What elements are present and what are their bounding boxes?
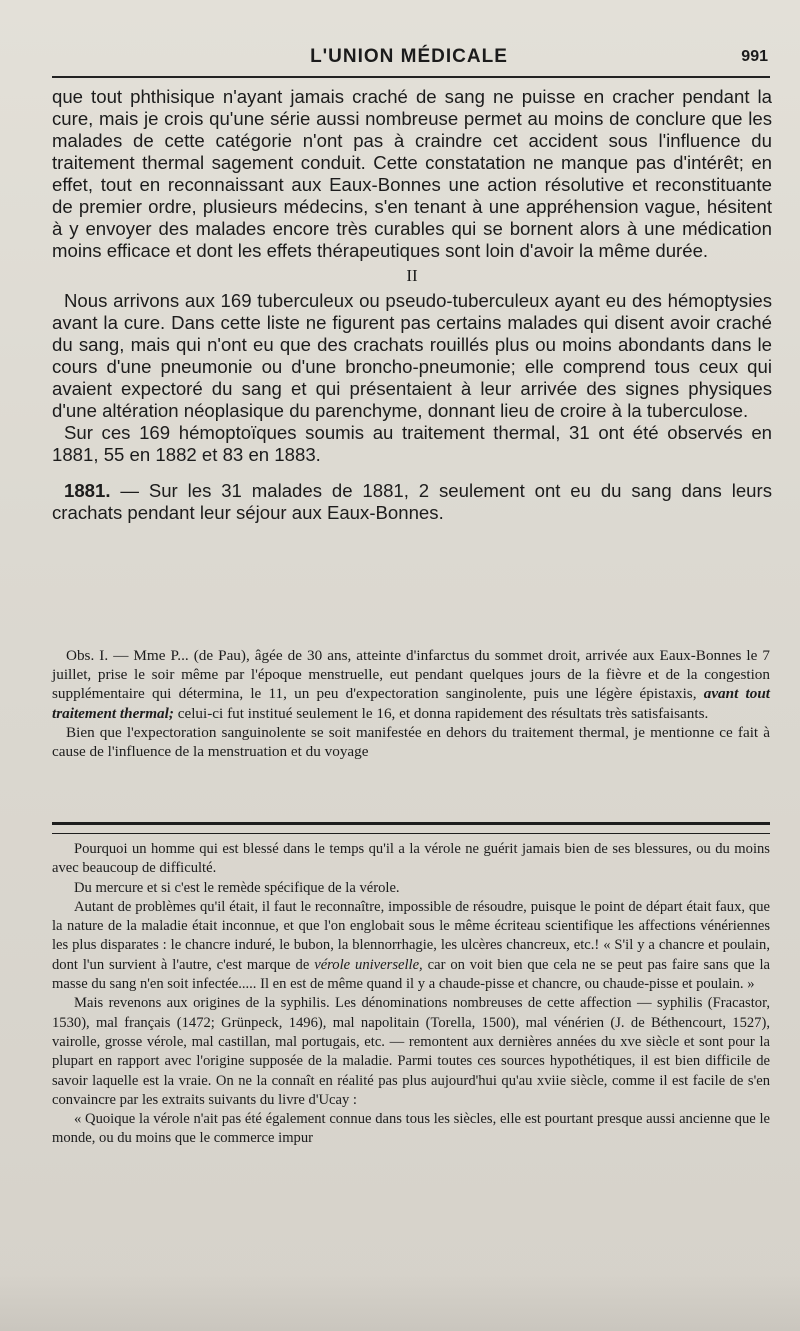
page-number: 991: [741, 48, 768, 65]
observation-1-start: Obs. I. — Mme P... (de Pau), âgée de 30 ans, atteinte d'infarctus du sommet droit, arrivée aux Eaux-Bonnes le 7 juillet, prise le soir même par l'époque menstruelle, eut pendant quelques jours de la fièvre et de la congestion supplémentaire qui détermina, le 11, un peu d'expectoration sanginolente, puis une légère épistaxis,: [52, 647, 770, 703]
paragraph-4-text: — Sur les 31 malades de 1881, 2 seulement ont eu du sang dans leurs crachats pendant leur séjour aux Eaux-Bonnes.: [52, 480, 772, 523]
observation-block: [52, 646, 770, 761]
feuilleton-paragraph-3-end: car on voit bien que cela ne se peut pas faire sans que la masse du sang n'en soit infectée..... Il en est de même quand il y a chaude-pisse et chancre, ou chaude-pisse et poulain. »: [52, 956, 770, 993]
observation-comment: Bien que l'expectoration sanguinolente se soit manifestée en dehors du traitement thermal, je mentionne ce fait à cause de l'influence de la menstruation et du voyage: [52, 723, 770, 761]
feuilleton-separator: [52, 822, 770, 834]
feuilleton-paragraph-3-start: Autant de problèmes qu'il était, il faut le reconnaître, impossible de résoudre, puisque le point de départ était faux, que la nature de la maladie était inconnue, et que l'on englobait sous le même écriteau scientifique les affections vénériennes les plus disparates : le chancre induré, le bubon, la blennorrhagie, les ulcères chancreux, etc.! « S'il y a chancre et poulain, dont l'un survient à l'autre, c'est marque de: [52, 898, 770, 973]
feuilleton-paragraph-3-emphasis: vérole universelle,: [314, 956, 423, 973]
running-title: L'UNION MÉDICALE: [310, 46, 508, 67]
feuilleton-paragraph-3: [52, 898, 770, 994]
paragraph-1: que tout phthisique n'ayant jamais craché de sang ne puisse en cracher pendant la cure, mais je crois qu'une série aussi nombreuse permet au moins de conclure que les malades de cette catégorie n'ont pas à craindre cet accident sous l'influence du traitement thermal sagement conduit. Cette constatation ne manque pas d'intérêt; en effet, tout en reconnaissant aux Eaux-Bonnes une action résolutive et reconstituante de premier ordre, plusieurs médecins, s'en tenant à une appréhension vague, hésitent à y envoyer des malades encore très curables qui se bornent alors à une médication moins efficace et dont les effets thérapeutiques sont loin d'avoir la même durée.: [52, 86, 772, 261]
paragraph-4: [52, 480, 772, 524]
observation-1: [52, 646, 770, 723]
main-text: [52, 86, 772, 524]
section-heading: II: [406, 266, 418, 285]
scan-shading: [0, 1271, 800, 1331]
paragraph-2: Nous arrivons aux 169 tuberculeux ou pseudo-tuberculeux ayant eu des hémoptysies avant la cure. Dans cette liste ne figurent pas certains malades qui disent avoir craché du sang, mais qui n'ont eu que des crachats rouillés plus ou moins abondants dans le cours d'une pneumonie ou d'une broncho-pneumonie; elle comprend tous ceux qui avaient expectoré du sang et qui présentaient à leur arrivée des signes physiques d'une altération néoplasique du parenchyme, donnant lieu de croire à la tuberculose.: [52, 290, 772, 421]
observation-1-end: celui-ci fut institué seulement le 16, et donna rapidement des résultats très satisfaisants.: [173, 704, 709, 722]
observation-1-emphasis: avant tout traitement thermal;: [52, 685, 770, 722]
header-rule: [52, 76, 770, 78]
feuilleton-paragraph-2: Du mercure et si c'est le remède spécifique de la vérole.: [74, 879, 400, 896]
year-heading-1881: 1881.: [64, 480, 111, 501]
feuilleton-paragraph-1: Pourquoi un homme qui est blessé dans le temps qu'il a la vérole ne guérit jamais bien de ses blessures, ou du moins avec beaucoup de difficulté.: [52, 841, 770, 877]
paragraph-3: Sur ces 169 hémoptoïques soumis au traitement thermal, 31 ont été observés en 1881, 55 en 1882 et 83 en 1883.: [52, 422, 772, 465]
feuilleton-paragraph-5: « Quoique la vérole n'ait pas été également connue dans tous les siècles, elle est pourtant presque aussi ancienne que le monde, ou du moins que le commerce impur: [52, 1111, 770, 1147]
feuilleton-text: [52, 840, 770, 1149]
feuilleton-paragraph-4: Mais revenons aux origines de la syphilis. Les dénominations nombreuses de cette affection — syphilis (Fracastor, 1530), mal français (1472; Grünpeck, 1496), mal napolitain (Torella, 1500), mal vénérien (J. de Béthencourt, 1527), vairolle, grosse vérole, mal castillan, mal portugais, etc. — remontent aux dernières années du xve siècle et sont pour la plupart en rapport avec l'origine supposée de la maladie. Parmi toutes ces sources hypothétiques, il est bien difficile de savoir laquelle est la vraie. On ne la connaît en réalité pas plus aujourd'hui qu'au xviie siècle, comme il est facile de s'en convaincre par les extraits suivants du livre d'Ucay :: [52, 995, 770, 1108]
page-header: [50, 44, 768, 74]
